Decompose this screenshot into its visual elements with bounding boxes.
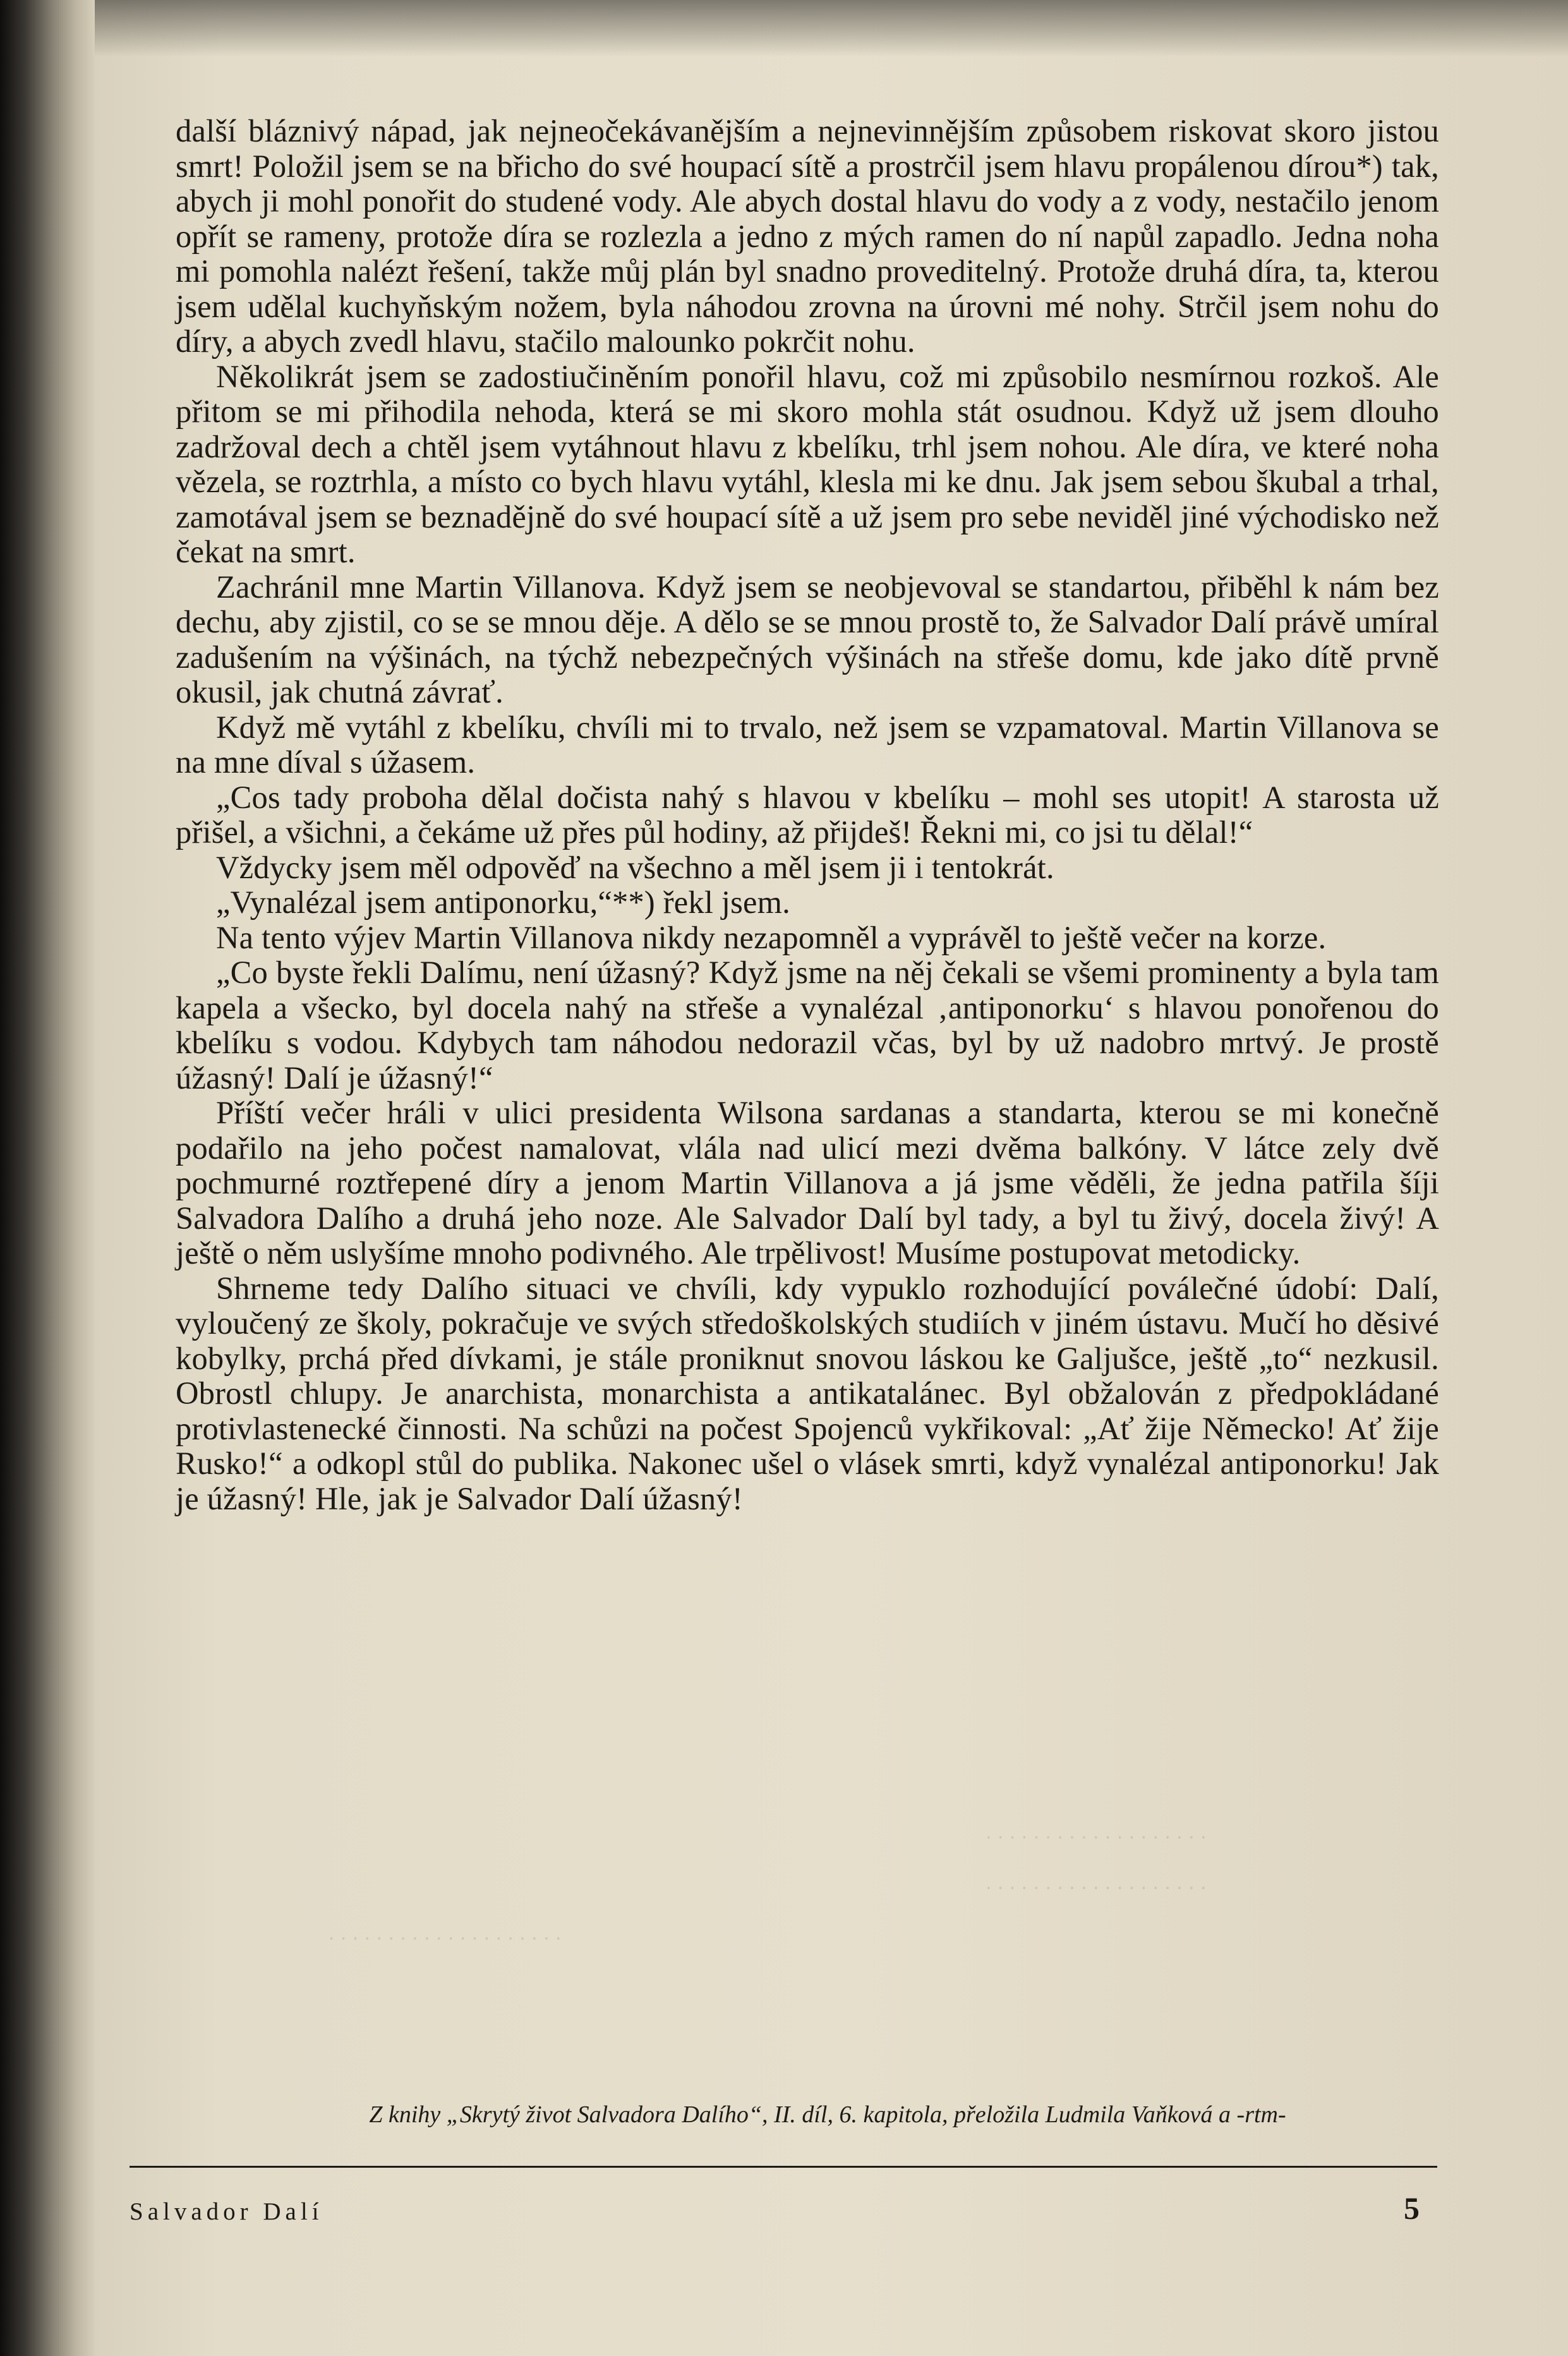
- paragraph: Příští večer hráli v ulici presidenta Wilsona sardanas a standarta, kterou se mi konečně podařilo na jeho počest namalovat, vlála nad ulicí mezi dvěma balkóny. V látce zely dvě pochmurné roztřepené díry a jenom Martin Villanova a já jsme věděli, že jedna patřila šíji Salvadora Dalího a druhá jeho noze. Ale Salvador Dalí byl tady, a byl tu živý, docela živý! A ještě o něm uslyšíme mnoho podivného. Ale trpělivost! Musíme postupovat metodicky.: [176, 1095, 1439, 1271]
- article-body: [176, 114, 1439, 1516]
- paragraph: Shrneme tedy Dalího situaci ve chvíli, kdy vypuklo rozhodující poválečné údobí: Dalí, vyloučený ze školy, pokračuje ve svých středoškolských studiích v jiném ústavu. Mučí ho děsivé kobylky, prchá před dívkami, je stále proniknut snovou láskou ke Galjušce, ještě „to“ nezkusil. Obrostl chlupy. Je anarchista, monarchista a antikatalánec. Byl obžalován z předpokládané protivlastenecké činnosti. Na schůzi na počest Spojenců vykřikoval: „Ať žije Německo! Ať žije Rusko!“ a odkopl stůl do publika. Nakonec ušel o vlásek smrti, když vynalézal antiponorku! Jak je úžasný! Hle, jak je Salvador Dalí úžasný!: [176, 1270, 1439, 1516]
- show-through-text: . . . . . . . . . . . . . . . . . . . .: [329, 1921, 562, 1945]
- paragraph: Vždycky jsem měl odpověď na všechno a měl jsem ji i tentokrát.: [216, 849, 1054, 885]
- page-number: 5: [1404, 2190, 1420, 2226]
- page-top-shadow: [95, 0, 1568, 57]
- paragraph: Když mě vytáhl z kbelíku, chvíli mi to trvalo, než jsem se vzpamatoval. Martin Villanova se na mne díval s úžasem.: [176, 709, 1439, 780]
- book-gutter-shadow: [0, 0, 95, 2356]
- paragraph: „Vynalézal jsem antiponorku,“**) řekl jsem.: [216, 885, 790, 920]
- paragraph: „Co byste řekli Dalímu, není úžasný? Když jsme na něj čekali se všemi prominenty a byla tam kapela a všecko, byl docela nahý na střeše a vynalézal ‚antiponorku‘ s hlavou ponořenou do kbelíku s vodou. Kdybych tam náhodou nedorazil včas, byl by už nadobro mrtvý. Je prostě úžasný! Dalí je úžasný!“: [176, 955, 1439, 1096]
- paragraph: další bláznivý nápad, jak nejneočekávanějším a nejnevinnějším způsobem riskovat skoro jistou smrt! Položil jsem se na břicho do své houpací sítě a prostrčil jsem hlavu propálenou dírou*) tak, abych ji mohl ponořit do studené vody. Ale abych dostal hlavu do vody a z vody, nestačilo jenom opřít se rameny, protože díra se rozlezla a jedno z mých ramen do ní napůl zapadlo. Jedna noha mi pomohla nalézt řešení, takže můj plán byl snadno proveditelný. Protože druhá díra, ta, kterou jsem udělal kuchyňským nožem, byla náhodou zrovna na úrovni mé nohy. Strčil jsem nohu do díry, a abych zvedl hlavu, stačilo malounko pokrčit nohu.: [176, 113, 1439, 359]
- paragraph: „Cos tady proboha dělal dočista nahý s hlavou v kbelíku – mohl ses utopit! A starosta už přišel, a všichni, a čekáme už přes půl hodiny, až přijdeš! Řekni mi, co jsi tu dělal!“: [176, 779, 1439, 850]
- show-through-text: . . . . . . . . . . . . . . . . . . .: [986, 1870, 1207, 1894]
- footer-divider: [130, 2166, 1437, 2168]
- paragraph: Několikrát jsem se zadostiučiněním ponořil hlavu, což mi způsobilo nesmírnou rozkoš. Ale přitom se mi přihodila nehoda, která se mi skoro mohla stát osudnou. Když už jsem dlouho zadržoval dech a chtěl jsem vytáhnout hlavu z kbelíku, trhl jsem nohou. Ale díra, ve které noha vězela, se roztrhla, a místo co bych hlavu vytáhl, klesla mi ke dnu. Jak jsem sebou škubal a trhal, zamotával jsem se beznadějně do své houpací sítě a už jsem pro sebe neviděl jiné východisko než čekat na smrt.: [176, 358, 1439, 569]
- paragraph: Na tento výjev Martin Villanova nikdy nezapomněl a vyprávěl to ještě večer na korze.: [216, 919, 1327, 955]
- show-through-text: . . . . . . . . . . . . . . . . . . .: [986, 1820, 1207, 1844]
- footer-author: Salvador Dalí: [130, 2198, 323, 2225]
- paragraph: Zachránil mne Martin Villanova. Když jsem se neobjevoval se standartou, přiběhl k nám bez dechu, aby zjistil, co se se mnou děje. A dělo se se mnou prostě to, že Salvador Dalí právě umíral zadušením na výšinách, na týchž nebezpečných výšinách na střeše domu, kde jako dítě prvně okusil, jak chutná závrať.: [176, 569, 1439, 710]
- source-note: Z knihy „Skrytý život Salvadora Dalího“, II. díl, 6. kapitola, přeložila Ludmila Vaňková a -rtm-: [369, 2101, 1286, 2128]
